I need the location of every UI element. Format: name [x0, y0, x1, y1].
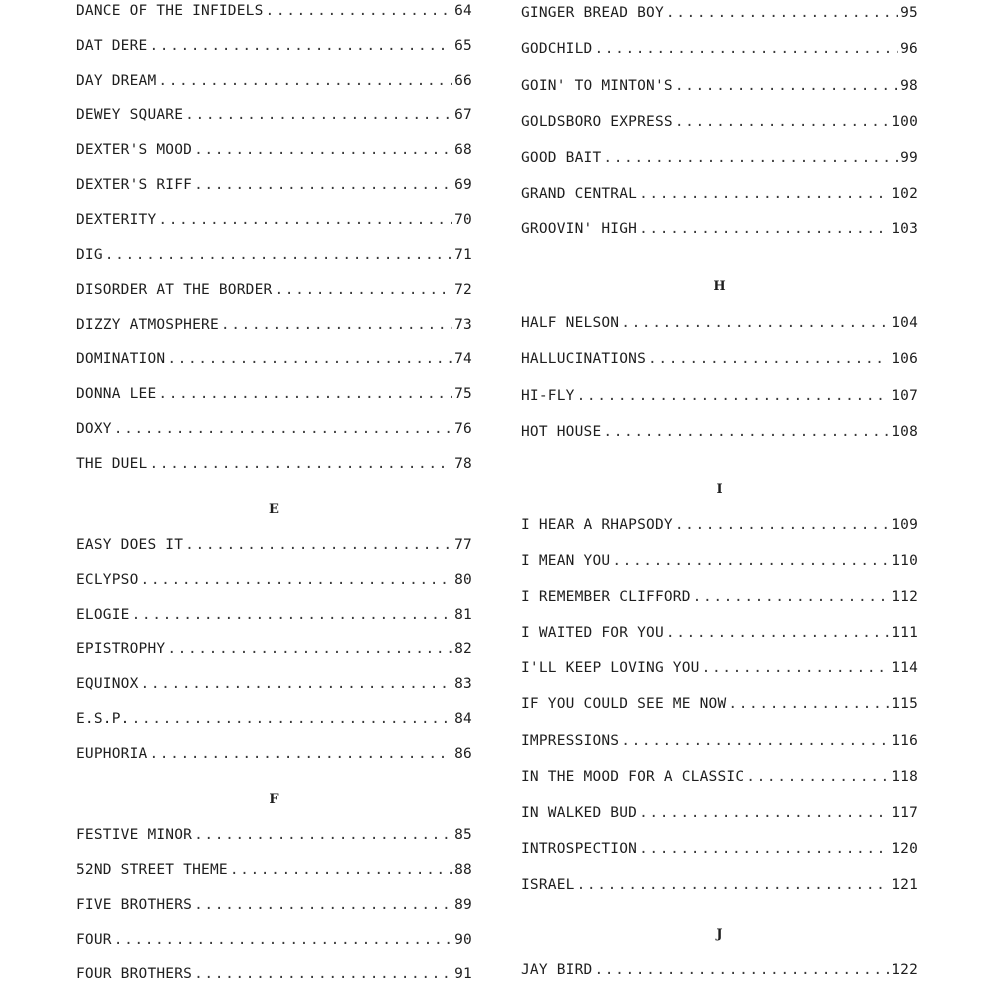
dot-leader: [274, 281, 452, 299]
entry-page-number: 64: [454, 3, 472, 19]
index-entry: [521, 185, 918, 203]
dot-leader: [194, 141, 452, 159]
entry-page-number: 77: [454, 537, 472, 553]
section-letter-heading: H: [713, 279, 726, 294]
entry-title: I HEAR A RHAPSODY: [521, 517, 673, 533]
entry-title: DEXTER'S MOOD: [76, 142, 193, 158]
entry-page-number: 82: [454, 641, 472, 657]
section-letter-heading: E: [269, 502, 279, 517]
entry-title: 52ND STREET THEME: [76, 862, 228, 878]
index-entry: [76, 316, 472, 334]
entry-title: HI-FLY: [521, 388, 575, 404]
entry-page-number: 74: [454, 351, 472, 367]
dot-leader: [194, 896, 452, 914]
entry-title: FOUR: [76, 932, 112, 948]
index-entry: [521, 732, 918, 750]
dot-leader: [149, 745, 452, 763]
index-entry: [521, 695, 918, 713]
entry-title: GROOVIN' HIGH: [521, 221, 638, 237]
index-entry: [76, 640, 472, 658]
index-entry: [76, 37, 472, 55]
dot-leader: [194, 176, 452, 194]
index-entry: [76, 211, 472, 229]
index-entry: [76, 2, 472, 20]
entry-title: DAY DREAM: [76, 73, 157, 89]
index-entry: [76, 385, 472, 403]
entry-page-number: 69: [454, 177, 472, 193]
index-entry: [521, 220, 918, 238]
index-entry: [76, 141, 472, 159]
index-entry: [76, 745, 472, 763]
dot-leader: [702, 659, 890, 677]
index-entry: [521, 77, 918, 95]
dot-leader: [621, 314, 889, 332]
dot-leader: [728, 695, 889, 713]
entry-page-number: 122: [891, 962, 918, 978]
entry-page-number: 118: [891, 769, 918, 785]
dot-leader: [666, 624, 889, 642]
index-entry: [76, 710, 472, 728]
dot-leader: [158, 385, 452, 403]
entry-title: HALLUCINATIONS: [521, 351, 647, 367]
entry-page-number: 68: [454, 142, 472, 158]
entry-page-number: 96: [900, 41, 918, 57]
index-entry: [76, 826, 472, 844]
index-entry: [521, 113, 918, 131]
entry-page-number: 91: [454, 966, 472, 982]
entry-page-number: 67: [454, 107, 472, 123]
index-entry: [521, 350, 918, 368]
entry-page-number: 107: [891, 388, 918, 404]
index-entry: [521, 840, 918, 858]
entry-title: HALF NELSON: [521, 315, 620, 331]
dot-leader: [105, 246, 452, 264]
entry-title: IMPRESSIONS: [521, 733, 620, 749]
index-entry: [521, 40, 918, 58]
entry-page-number: 103: [891, 221, 918, 237]
section-letter-heading: F: [269, 792, 279, 807]
index-entry: [521, 624, 918, 642]
entry-page-number: 66: [454, 73, 472, 89]
entry-title: FIVE BROTHERS: [76, 897, 193, 913]
entry-title: DANCE OF THE INFIDELS: [76, 3, 264, 19]
dot-leader: [675, 113, 889, 131]
entry-title: I WAITED FOR YOU: [521, 625, 664, 641]
index-entry: [76, 606, 472, 624]
dot-leader: [577, 876, 890, 894]
entry-page-number: 78: [454, 456, 472, 472]
entry-title: EASY DOES IT: [76, 537, 184, 553]
entry-page-number: 110: [891, 553, 918, 569]
entry-page-number: 95: [900, 5, 918, 21]
entry-title: EUPHORIA: [76, 746, 148, 762]
entry-title: GOLDSBORO EXPRESS: [521, 114, 673, 130]
entry-title: DOXY: [76, 421, 112, 437]
entry-page-number: 108: [891, 424, 918, 440]
dot-leader: [141, 675, 453, 693]
section-letter-heading: I: [716, 482, 723, 497]
entry-title: IF YOU COULD SEE ME NOW: [521, 696, 727, 712]
dot-leader: [221, 316, 452, 334]
entry-page-number: 111: [891, 625, 918, 641]
entry-page-number: 121: [891, 877, 918, 893]
entry-page-number: 65: [454, 38, 472, 54]
entry-page-number: 81: [454, 607, 472, 623]
dot-leader: [693, 588, 890, 606]
dot-leader: [149, 455, 452, 473]
entry-title: I REMEMBER CLIFFORD: [521, 589, 691, 605]
index-entry: [76, 246, 472, 264]
dot-leader: [132, 606, 453, 624]
index-entry: [76, 106, 472, 124]
dot-leader: [185, 106, 452, 124]
dot-leader: [194, 826, 452, 844]
entry-title: FOUR BROTHERS: [76, 966, 193, 982]
index-entry: [521, 768, 918, 786]
index-entry: [76, 965, 472, 983]
entry-title: GRAND CENTRAL: [521, 186, 638, 202]
entry-title: HOT HOUSE: [521, 424, 602, 440]
entry-title: DOMINATION: [76, 351, 166, 367]
index-entry: [521, 4, 918, 22]
dot-leader: [577, 387, 890, 405]
index-entry: [521, 876, 918, 894]
dot-leader: [639, 185, 889, 203]
dot-leader: [648, 350, 889, 368]
entry-page-number: 100: [891, 114, 918, 130]
entry-title: INTROSPECTION: [521, 841, 638, 857]
entry-page-number: 86: [454, 746, 472, 762]
entry-page-number: 115: [891, 696, 918, 712]
dot-leader: [158, 211, 452, 229]
index-entry: [76, 931, 472, 949]
entry-page-number: 116: [891, 733, 918, 749]
entry-page-number: 102: [891, 186, 918, 202]
dot-leader: [149, 37, 452, 55]
index-entry: [521, 423, 918, 441]
entry-page-number: 104: [891, 315, 918, 331]
entry-page-number: 90: [454, 932, 472, 948]
dot-leader: [230, 861, 452, 879]
entry-title: I MEAN YOU: [521, 553, 611, 569]
entry-title: FESTIVE MINOR: [76, 827, 193, 843]
dot-leader: [621, 732, 889, 750]
dot-leader: [639, 220, 889, 238]
index-entry: [76, 281, 472, 299]
index-entry: [76, 571, 472, 589]
index-entry: [521, 659, 918, 677]
entry-page-number: 98: [900, 78, 918, 94]
entry-page-number: 85: [454, 827, 472, 843]
index-entry: [521, 588, 918, 606]
index-entry: [521, 961, 918, 979]
entry-page-number: 106: [891, 351, 918, 367]
entry-page-number: 84: [454, 711, 472, 727]
entry-page-number: 83: [454, 676, 472, 692]
entry-title: DEWEY SQUARE: [76, 107, 184, 123]
entry-title: GOIN' TO MINTON'S: [521, 78, 673, 94]
dot-leader: [639, 840, 889, 858]
dot-leader: [141, 571, 453, 589]
entry-page-number: 75: [454, 386, 472, 402]
dot-leader: [603, 423, 889, 441]
entry-page-number: 73: [454, 317, 472, 333]
entry-title: I'LL KEEP LOVING YOU: [521, 660, 700, 676]
entry-page-number: 89: [454, 897, 472, 913]
entry-title: ECLYPSO: [76, 572, 139, 588]
entry-title: DIG: [76, 247, 103, 263]
index-entry: [76, 72, 472, 90]
index-entry: [76, 536, 472, 554]
dot-leader: [114, 931, 452, 949]
entry-page-number: 71: [454, 247, 472, 263]
entry-title: DONNA LEE: [76, 386, 157, 402]
entry-title: GODCHILD: [521, 41, 593, 57]
dot-leader: [666, 4, 898, 22]
entry-title: EPISTROPHY: [76, 641, 166, 657]
entry-title: ISRAEL: [521, 877, 575, 893]
entry-page-number: 72: [454, 282, 472, 298]
dot-leader: [746, 768, 889, 786]
index-entry: [76, 675, 472, 693]
entry-title: ELOGIE: [76, 607, 130, 623]
dot-leader: [167, 640, 452, 658]
entry-title: DEXTERITY: [76, 212, 157, 228]
index-entry: [76, 896, 472, 914]
entry-title: DAT DERE: [76, 38, 148, 54]
dot-leader: [185, 536, 452, 554]
index-entry: [521, 387, 918, 405]
dot-leader: [612, 552, 889, 570]
entry-page-number: 109: [891, 517, 918, 533]
entry-title: THE DUEL: [76, 456, 148, 472]
index-entry: [521, 804, 918, 822]
entry-title: DISORDER AT THE BORDER: [76, 282, 273, 298]
dot-leader: [194, 965, 452, 983]
entry-title: GOOD BAIT: [521, 150, 602, 166]
index-entry: [76, 350, 472, 368]
entry-title: IN THE MOOD FOR A CLASSIC: [521, 769, 745, 785]
index-entry: [76, 176, 472, 194]
dot-leader: [594, 961, 889, 979]
dot-leader: [594, 40, 898, 58]
index-entry: [76, 861, 472, 879]
entry-title: DEXTER'S RIFF: [76, 177, 193, 193]
entry-title: IN WALKED BUD: [521, 805, 638, 821]
entry-page-number: 112: [891, 589, 918, 605]
index-entry: [521, 149, 918, 167]
entry-page-number: 88: [454, 862, 472, 878]
entry-title: EQUINOX: [76, 676, 139, 692]
index-entry: [521, 516, 918, 534]
entry-page-number: 99: [900, 150, 918, 166]
entry-page-number: 120: [891, 841, 918, 857]
dot-leader: [266, 2, 453, 20]
entry-title: E.S.P.: [76, 711, 130, 727]
entry-title: GINGER BREAD BOY: [521, 5, 664, 21]
index-entry: [76, 420, 472, 438]
entry-page-number: 70: [454, 212, 472, 228]
entry-page-number: 117: [891, 805, 918, 821]
entry-page-number: 76: [454, 421, 472, 437]
section-letter-heading: J: [716, 927, 723, 942]
index-entry: [76, 455, 472, 473]
entry-title: JAY BIRD: [521, 962, 593, 978]
dot-leader: [158, 72, 452, 90]
dot-leader: [675, 77, 898, 95]
dot-leader: [603, 149, 898, 167]
dot-leader: [167, 350, 452, 368]
index-entry: [521, 552, 918, 570]
dot-leader: [639, 804, 889, 822]
index-entry: [521, 314, 918, 332]
dot-leader: [675, 516, 889, 534]
dot-leader: [132, 710, 453, 728]
entry-page-number: 80: [454, 572, 472, 588]
entry-page-number: 114: [891, 660, 918, 676]
entry-title: DIZZY ATMOSPHERE: [76, 317, 219, 333]
dot-leader: [114, 420, 452, 438]
